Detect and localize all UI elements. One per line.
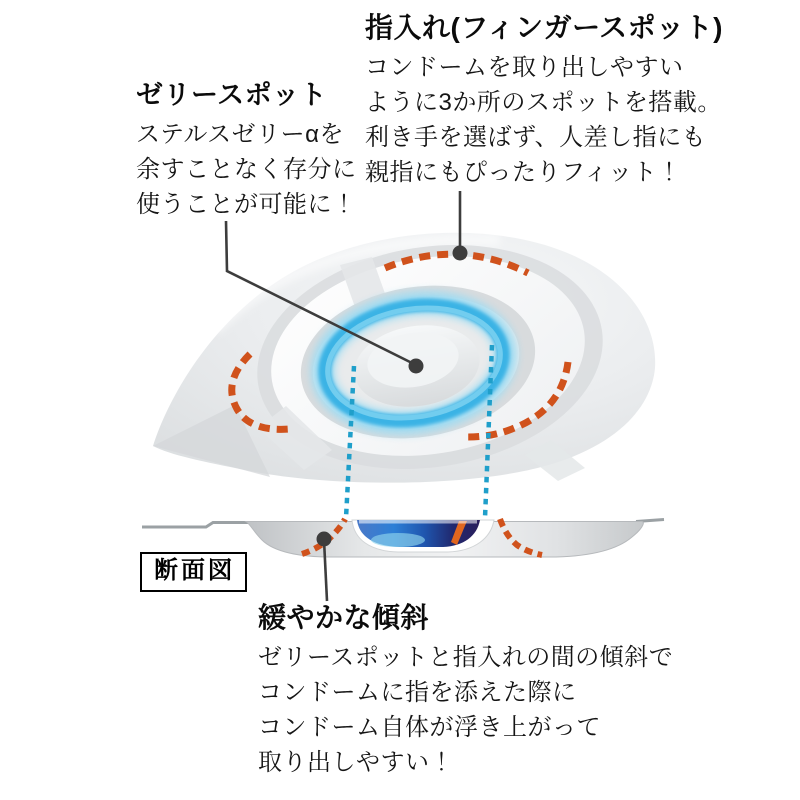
- finger-spot-line: ように3か所のスポットを搭載。: [365, 89, 722, 117]
- jelly-spot-line: ステルスゼリーαを: [136, 121, 344, 149]
- finger-spot-annotation: [365, 12, 723, 190]
- condom-sheen: [371, 533, 425, 547]
- finger-spot-line: コンドームを取り出しやすい: [365, 54, 684, 82]
- gentle-slope-line: コンドームに指を添えた際に: [258, 679, 577, 707]
- gentle-slope-line: 取り出しやすい！: [258, 749, 454, 777]
- callout-dot-jelly-spot: [409, 359, 424, 374]
- condom-gloss: [359, 520, 477, 524]
- callout-dot-finger-spot: [453, 246, 468, 261]
- cross-section-label: 断面図: [140, 552, 247, 592]
- gentle-slope-heading: 緩やかな傾斜: [258, 602, 430, 633]
- jelly-spot-heading: ゼリースポット: [136, 80, 328, 110]
- jelly-spot-line: 使うことが可能に！: [136, 191, 357, 219]
- jelly-spot-annotation: [136, 80, 357, 222]
- callout-dot-slope: [317, 532, 332, 547]
- finger-spot-line: 利き手を選ばず、人差し指にも: [365, 124, 707, 152]
- jelly-spot-line: 余すことなく存分に: [136, 156, 357, 184]
- gentle-slope-line: コンドーム自体が浮き上がって: [258, 714, 601, 742]
- finger-spot-line: 親指にもぴったりフィット！: [365, 159, 682, 187]
- gentle-slope-annotation: [258, 602, 673, 780]
- cross-section-flange-left: [142, 523, 250, 528]
- gentle-slope-line: ゼリースポットと指入れの間の傾斜で: [258, 644, 674, 672]
- finger-spot-heading: 指入れ(フィンガースポット): [365, 12, 724, 43]
